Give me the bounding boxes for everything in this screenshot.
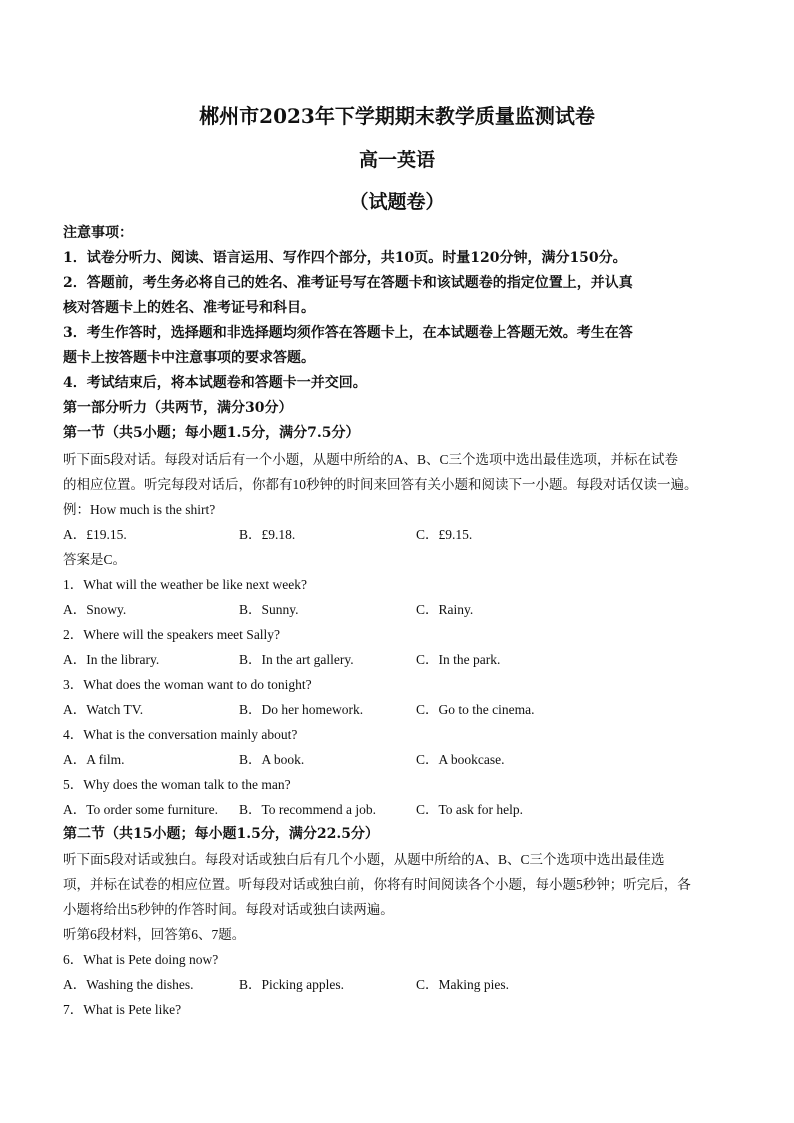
notice-line: 2．答题前，考生务必将自己的姓名、准考证号写在答题卡和该试题卷的指定位置上，并认真	[63, 275, 633, 291]
question-6-options	[63, 973, 738, 993]
section2-instructions: 听下面5段对话或独白。每段对话或独白后有几个小题，从题中所给的A、B、C三个选项中选出最佳选	[63, 852, 665, 867]
option-c: C．Making pies.	[416, 977, 509, 992]
option-a: A．In the library.	[63, 652, 160, 667]
section1-instructions: 的相应位置。听完每段对话后，你都有10秒钟的时间来回答有关小题和阅读下一小题。每段对话仅读一遍。	[63, 477, 698, 492]
exam-paper-type: （试题卷）	[349, 191, 445, 213]
option-a: A．Washing the dishes.	[63, 977, 194, 992]
option-c: C．In the park.	[416, 652, 501, 667]
question-4-options	[63, 748, 738, 768]
part1-heading: 第一部分听力（共两节，满分30分）	[63, 400, 293, 416]
notice-line: 3．考生作答时，选择题和非选择题均须作答在答题卡上，在本试题卷上答题无效。考生在答	[63, 325, 633, 341]
notice-line: 1．试卷分听力、阅读、语言运用、写作四个部分，共10页。时量120分钟，满分150分。	[63, 250, 627, 266]
question-7: 7．What is Pete like?	[63, 1002, 182, 1017]
question-1-options	[63, 598, 738, 618]
option-a: A．Snowy.	[63, 602, 127, 617]
section2-instructions: 小题将给出5秒钟的作答时间。每段对话或独白读两遍。	[63, 902, 394, 917]
exam-title: 郴州市2023年下学期期末教学质量监测试卷	[199, 104, 595, 128]
option-b: B．To recommend a job.	[239, 802, 377, 817]
option-b: B．A book.	[239, 752, 305, 767]
section1-heading: 第一节（共5小题；每小题1.5分，满分7.5分）	[63, 425, 360, 441]
question-5-options	[63, 798, 738, 818]
option-a: A．Watch TV.	[63, 702, 144, 717]
example-options	[63, 523, 738, 543]
section2-instructions: 项，并标在试卷的相应位置。听每段对话或独白前，你将有时间阅读各个小题，每小题5秒钟；听完后，各	[63, 877, 691, 892]
section2-heading: 第二节（共15小题；每小题1.5分，满分22.5分）	[63, 826, 379, 842]
example-question: 例：How much is the shirt?	[63, 502, 216, 517]
option-a: A．£19.15.	[63, 527, 127, 542]
notice-line: 题卡上按答题卡中注意事项的要求答题。	[63, 350, 315, 366]
question-6: 6．What is Pete doing now?	[63, 952, 219, 967]
example-answer: 答案是C。	[63, 552, 127, 567]
option-c: C．Go to the cinema.	[416, 702, 535, 717]
question-4: 4．What is the conversation mainly about?	[63, 727, 298, 742]
exam-subject: 高一英语	[358, 149, 435, 171]
option-c: C．To ask for help.	[416, 802, 524, 817]
option-a: A．To order some furniture.	[63, 802, 219, 817]
option-b: B．Do her homework.	[239, 702, 364, 717]
option-c: C．Rainy.	[416, 602, 474, 617]
question-2: 2．Where will the speakers meet Sally?	[63, 627, 281, 642]
notice-line: 4．考试结束后，将本试题卷和答题卡一并交回。	[63, 375, 367, 391]
option-c: C．A bookcase.	[416, 752, 505, 767]
option-b: B．In the art gallery.	[239, 652, 354, 667]
option-c: C．£9.15.	[416, 527, 473, 542]
option-a: A．A film.	[63, 752, 125, 767]
question-2-options	[63, 648, 738, 668]
section1-instructions: 听下面5段对话。每段对话后有一个小题，从题中所给的A、B、C三个选项中选出最佳选项，并标在试卷	[63, 452, 679, 467]
option-b: B．Picking apples.	[239, 977, 344, 992]
material-note: 听第6段材料，回答第6、7题。	[63, 927, 246, 942]
option-b: B．Sunny.	[239, 602, 299, 617]
notice-line: 核对答题卡上的姓名、准考证号和科目。	[63, 300, 315, 316]
option-b: B．£9.18.	[239, 527, 296, 542]
question-3-options	[63, 698, 738, 718]
question-3: 3．What does the woman want to do tonight?	[63, 677, 312, 692]
question-5: 5．Why does the woman talk to the man?	[63, 777, 291, 792]
notice-heading: 注意事项：	[63, 225, 133, 241]
question-1: 1．What will the weather be like next week?	[63, 577, 308, 592]
